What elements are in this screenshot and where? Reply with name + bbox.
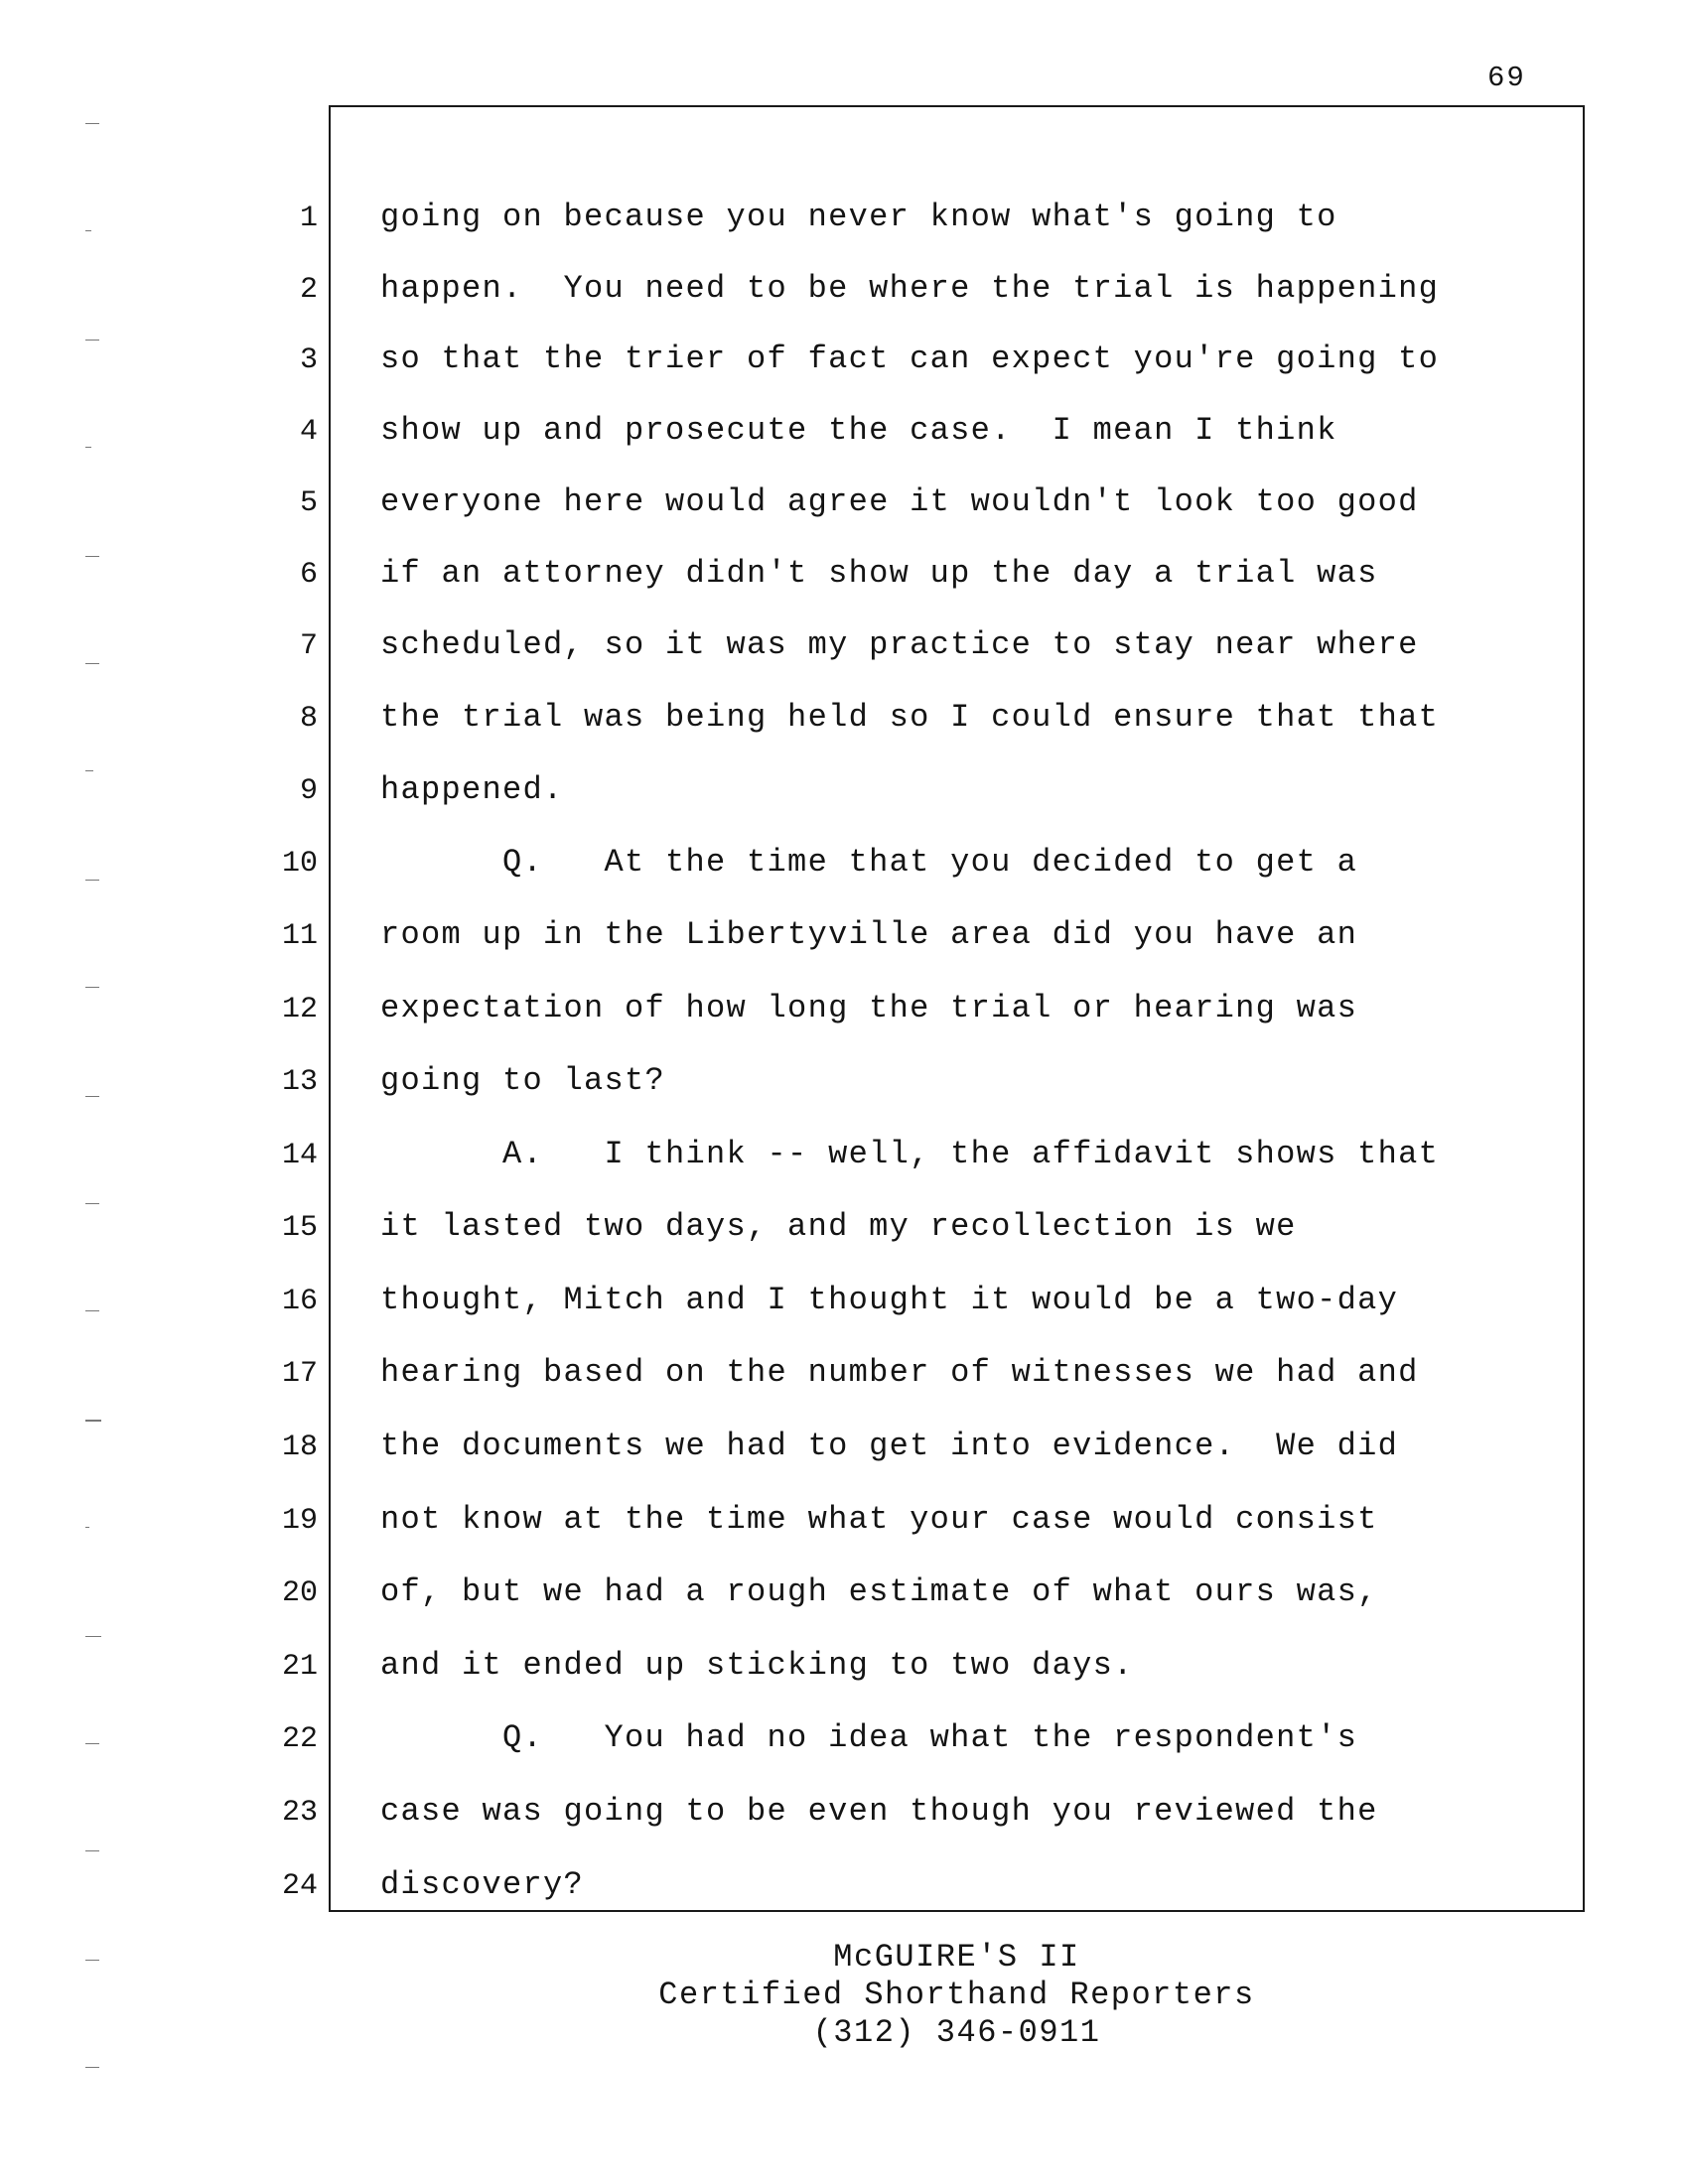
line-number: 1 <box>299 202 318 235</box>
line-number: 15 <box>281 1211 318 1245</box>
margin-mark <box>85 1203 99 1204</box>
transcript-line: of, but we had a rough estimate of what ours was, <box>380 1573 1378 1610</box>
margin-mark <box>85 1743 99 1744</box>
line-number: 16 <box>281 1285 318 1318</box>
line-number: 2 <box>299 273 318 307</box>
footer-phone: (312) 346-0911 <box>812 2014 1101 2051</box>
transcript-line: everyone here would agree it wouldn't look too good <box>380 483 1419 520</box>
transcript-line: case was going to be even though you reviewed the <box>380 1793 1378 1830</box>
footer-title: Certified Shorthand Reporters <box>658 1977 1255 2013</box>
margin-mark <box>85 880 99 881</box>
transcript-line: hearing based on the number of witnesses we had and <box>380 1354 1419 1391</box>
line-number: 21 <box>281 1650 318 1684</box>
margin-mark <box>85 1636 101 1637</box>
transcript-line: happen. You need to be where the trial is happening <box>380 270 1440 307</box>
footer-company: McGUIRE'S II <box>833 1939 1080 1976</box>
transcript-line: not know at the time what your case would consist <box>380 1501 1378 1538</box>
margin-mark <box>85 340 99 341</box>
line-number: 10 <box>281 847 318 881</box>
line-number: 22 <box>281 1722 318 1756</box>
line-number: 20 <box>281 1576 318 1610</box>
line-number: 6 <box>299 558 318 592</box>
margin-mark <box>85 2067 99 2068</box>
line-number: 18 <box>281 1431 318 1464</box>
transcript-line: if an attorney didn't show up the day a trial was <box>380 555 1378 592</box>
margin-mark <box>85 123 99 124</box>
transcript-line: discovery? <box>380 1866 585 1903</box>
transcript-line: A. I think -- well, the affidavit shows that <box>380 1136 1440 1172</box>
line-number: 8 <box>299 702 318 736</box>
line-number: 5 <box>299 486 318 520</box>
line-number: 19 <box>281 1504 318 1538</box>
line-number: 13 <box>281 1065 318 1099</box>
margin-mark <box>85 447 91 448</box>
transcript-line: going to last? <box>380 1062 666 1099</box>
line-number: 24 <box>281 1869 318 1903</box>
transcript-line: Q. You had no idea what the respondent's <box>380 1719 1358 1756</box>
page-number: 69 <box>1487 62 1526 94</box>
line-number: 12 <box>281 993 318 1026</box>
transcript-line: scheduled, so it was my practice to stay near where <box>380 626 1419 663</box>
transcript-line: room up in the Libertyville area did you have an <box>380 916 1358 953</box>
margin-mark <box>85 1960 99 1961</box>
transcript-line: going on because you never know what's going to <box>380 199 1337 235</box>
margin-mark <box>85 1096 99 1097</box>
line-number: 4 <box>299 415 318 449</box>
transcript-line: Q. At the time that you decided to get a <box>380 844 1358 881</box>
transcript-line: and it ended up sticking to two days. <box>380 1647 1134 1684</box>
margin-mark <box>85 663 99 664</box>
transcript-line: show up and prosecute the case. I mean I think <box>380 412 1337 449</box>
transcript-line: happened. <box>380 771 564 808</box>
transcript-line: the trial was being held so I could ensure that that <box>380 699 1440 736</box>
line-number: 17 <box>281 1357 318 1391</box>
margin-mark <box>85 987 99 988</box>
line-number: 14 <box>281 1139 318 1172</box>
line-number: 23 <box>281 1796 318 1830</box>
transcript-line: so that the trier of fact can expect you're going to <box>380 341 1440 377</box>
line-number: 11 <box>281 919 318 953</box>
margin-mark <box>85 556 99 557</box>
margin-mark <box>85 770 93 771</box>
line-number: 3 <box>299 343 318 377</box>
transcript-line: it lasted two days, and my recollection is we <box>380 1208 1297 1245</box>
margin-mark <box>85 230 91 231</box>
transcript-line: thought, Mitch and I thought it would be a two-day <box>380 1282 1399 1318</box>
transcript-line: expectation of how long the trial or hearing was <box>380 990 1358 1026</box>
margin-mark <box>85 1310 99 1311</box>
margin-mark <box>85 1420 101 1422</box>
transcript-line: the documents we had to get into evidence. We did <box>380 1428 1399 1464</box>
margin-mark <box>85 1850 99 1851</box>
margin-mark <box>85 1527 89 1528</box>
line-number: 7 <box>299 629 318 663</box>
line-number: 9 <box>299 774 318 808</box>
